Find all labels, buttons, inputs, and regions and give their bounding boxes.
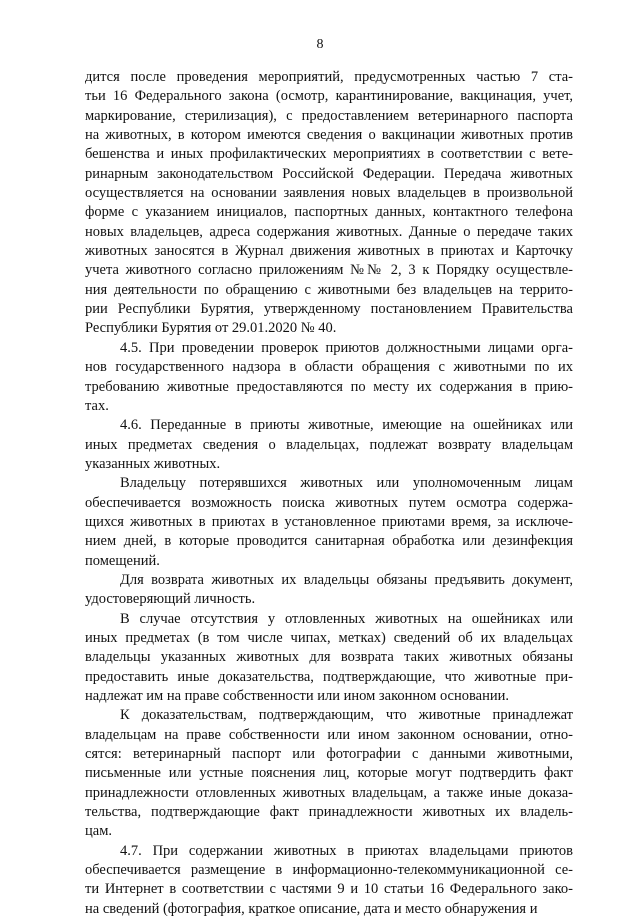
text-line: щихся животных в приютах в установленное приютами время, за исключе- — [85, 513, 573, 530]
text-line: обеспечивается возможность поиска животных путем осмотра содержа- — [85, 494, 573, 511]
text-line: иных предметах сведения о владельцах, подлежат возврату владельцам — [85, 436, 573, 453]
text-line: форме с указанием инициалов, паспортных данных, контактного телефона — [85, 204, 573, 221]
text-line: Для возврата животных их владельцы обязаны предъявить документ, — [120, 571, 573, 588]
text-line: К доказательствам, подтверждающим, что животные принадлежат — [120, 707, 573, 724]
text-line: цам. — [85, 823, 112, 840]
text-line: надлежат им на праве собственности или ином законном основании. — [85, 688, 509, 704]
page-number: 8 — [316, 37, 324, 52]
text-line: на животных, в котором имеются сведения о вакцинации животных против — [85, 127, 573, 144]
text-line: В случае отсутствия у отловленных животных на ошейниках или — [120, 610, 573, 627]
text-line: учета животного согласно приложениям №№ 2, 3 к Порядку осуществле- — [85, 262, 573, 279]
text-line: принадлежности отловленных животных владельцам, а также иные доказа- — [85, 784, 573, 801]
paragraph — [85, 474, 573, 571]
text-line: 4.6. Переданные в приюты животные, имеющие на ошейниках или — [120, 417, 573, 434]
document-body — [85, 68, 573, 919]
text-line: новых владельцев, адреса содержания животных. Данные о передаче таких — [85, 223, 573, 240]
text-line: тьи 16 Федерального закона (осмотр, карантинирование, вакцинация, учет, — [85, 88, 573, 105]
text-line: помещений. — [85, 552, 160, 569]
paragraph — [85, 842, 573, 919]
text-line: предоставить иные доказательства, подтверждающие, что животные при- — [85, 668, 573, 685]
paragraph — [85, 610, 573, 707]
text-line: обеспечивается размещение в информационно-телекоммуникационной се- — [85, 862, 573, 879]
text-line: 4.7. При содержании животных в приютах владельцами приютов — [120, 842, 573, 859]
paragraph — [85, 571, 573, 610]
text-line: нием дней, в которые проводится санитарная обработка или дезинфекция — [85, 533, 573, 550]
text-line: владельцам на праве собственности или ином законном основании, отно- — [85, 726, 573, 743]
text-line: рии Республики Бурятия, утвержденному постановлением Правительства — [85, 301, 573, 318]
text-line: осуществляется на основании заявления новых владельцев в произвольной — [85, 185, 573, 202]
text-line: Владельцу потерявшихся животных или уполномоченным лицам — [120, 475, 573, 492]
text-line: тельства, подтверждающие факт принадлежности животных их владель- — [85, 804, 573, 821]
paragraph — [85, 706, 573, 841]
text-line: указанных животных. — [85, 455, 221, 472]
text-line: животных заносятся в Журнал движения животных в приютах и Карточку — [85, 243, 573, 260]
text-line: маркирование, стерилизация), с предоставлением ветеринарного паспорта — [85, 107, 573, 124]
text-line: бешенства и иных профилактических мероприятиях в соответствии с вете- — [85, 146, 573, 163]
text-line: ния деятельности по обращению с животными без владельцев на террито- — [85, 281, 573, 298]
text-line: удостоверяющий личность. — [85, 591, 256, 608]
text-line: на сведений (фотография, краткое описание, дата и место обнаружения и — [85, 900, 538, 917]
text-line: письменные или устные пояснения лиц, которые могут подтвердить факт — [85, 765, 573, 782]
paragraph — [85, 339, 573, 416]
text-line: ринарным законодательством Российской Федерации. Передача животных — [85, 165, 573, 182]
paragraph — [85, 68, 573, 339]
text-line: владельцы указанных животных для возврата таких животных обязаны — [85, 649, 573, 666]
text-line: ти Интернет в соответствии с частями 9 и 10 статьи 16 Федерального зако- — [85, 881, 573, 898]
text-line: дится после проведения мероприятий, предусмотренных частью 7 ста- — [85, 69, 573, 85]
text-line: нов государственного надзора в области обращения с животными по их — [85, 359, 573, 376]
text-line: Республики Бурятия от 29.01.2020 № 40. — [85, 320, 337, 337]
text-line: иных предметах (в том числе чипах, метках) сведений об их владельцах — [85, 629, 573, 646]
paragraph — [85, 416, 573, 474]
text-line: сятся: ветеринарный паспорт или фотографии с данными животными, — [85, 746, 573, 763]
text-line: тах. — [85, 397, 109, 414]
text-line: 4.5. При проведении проверок приютов должностными лицами орга- — [120, 339, 573, 356]
text-line: требованию животные предоставляются по месту их содержания в прию- — [85, 378, 573, 395]
